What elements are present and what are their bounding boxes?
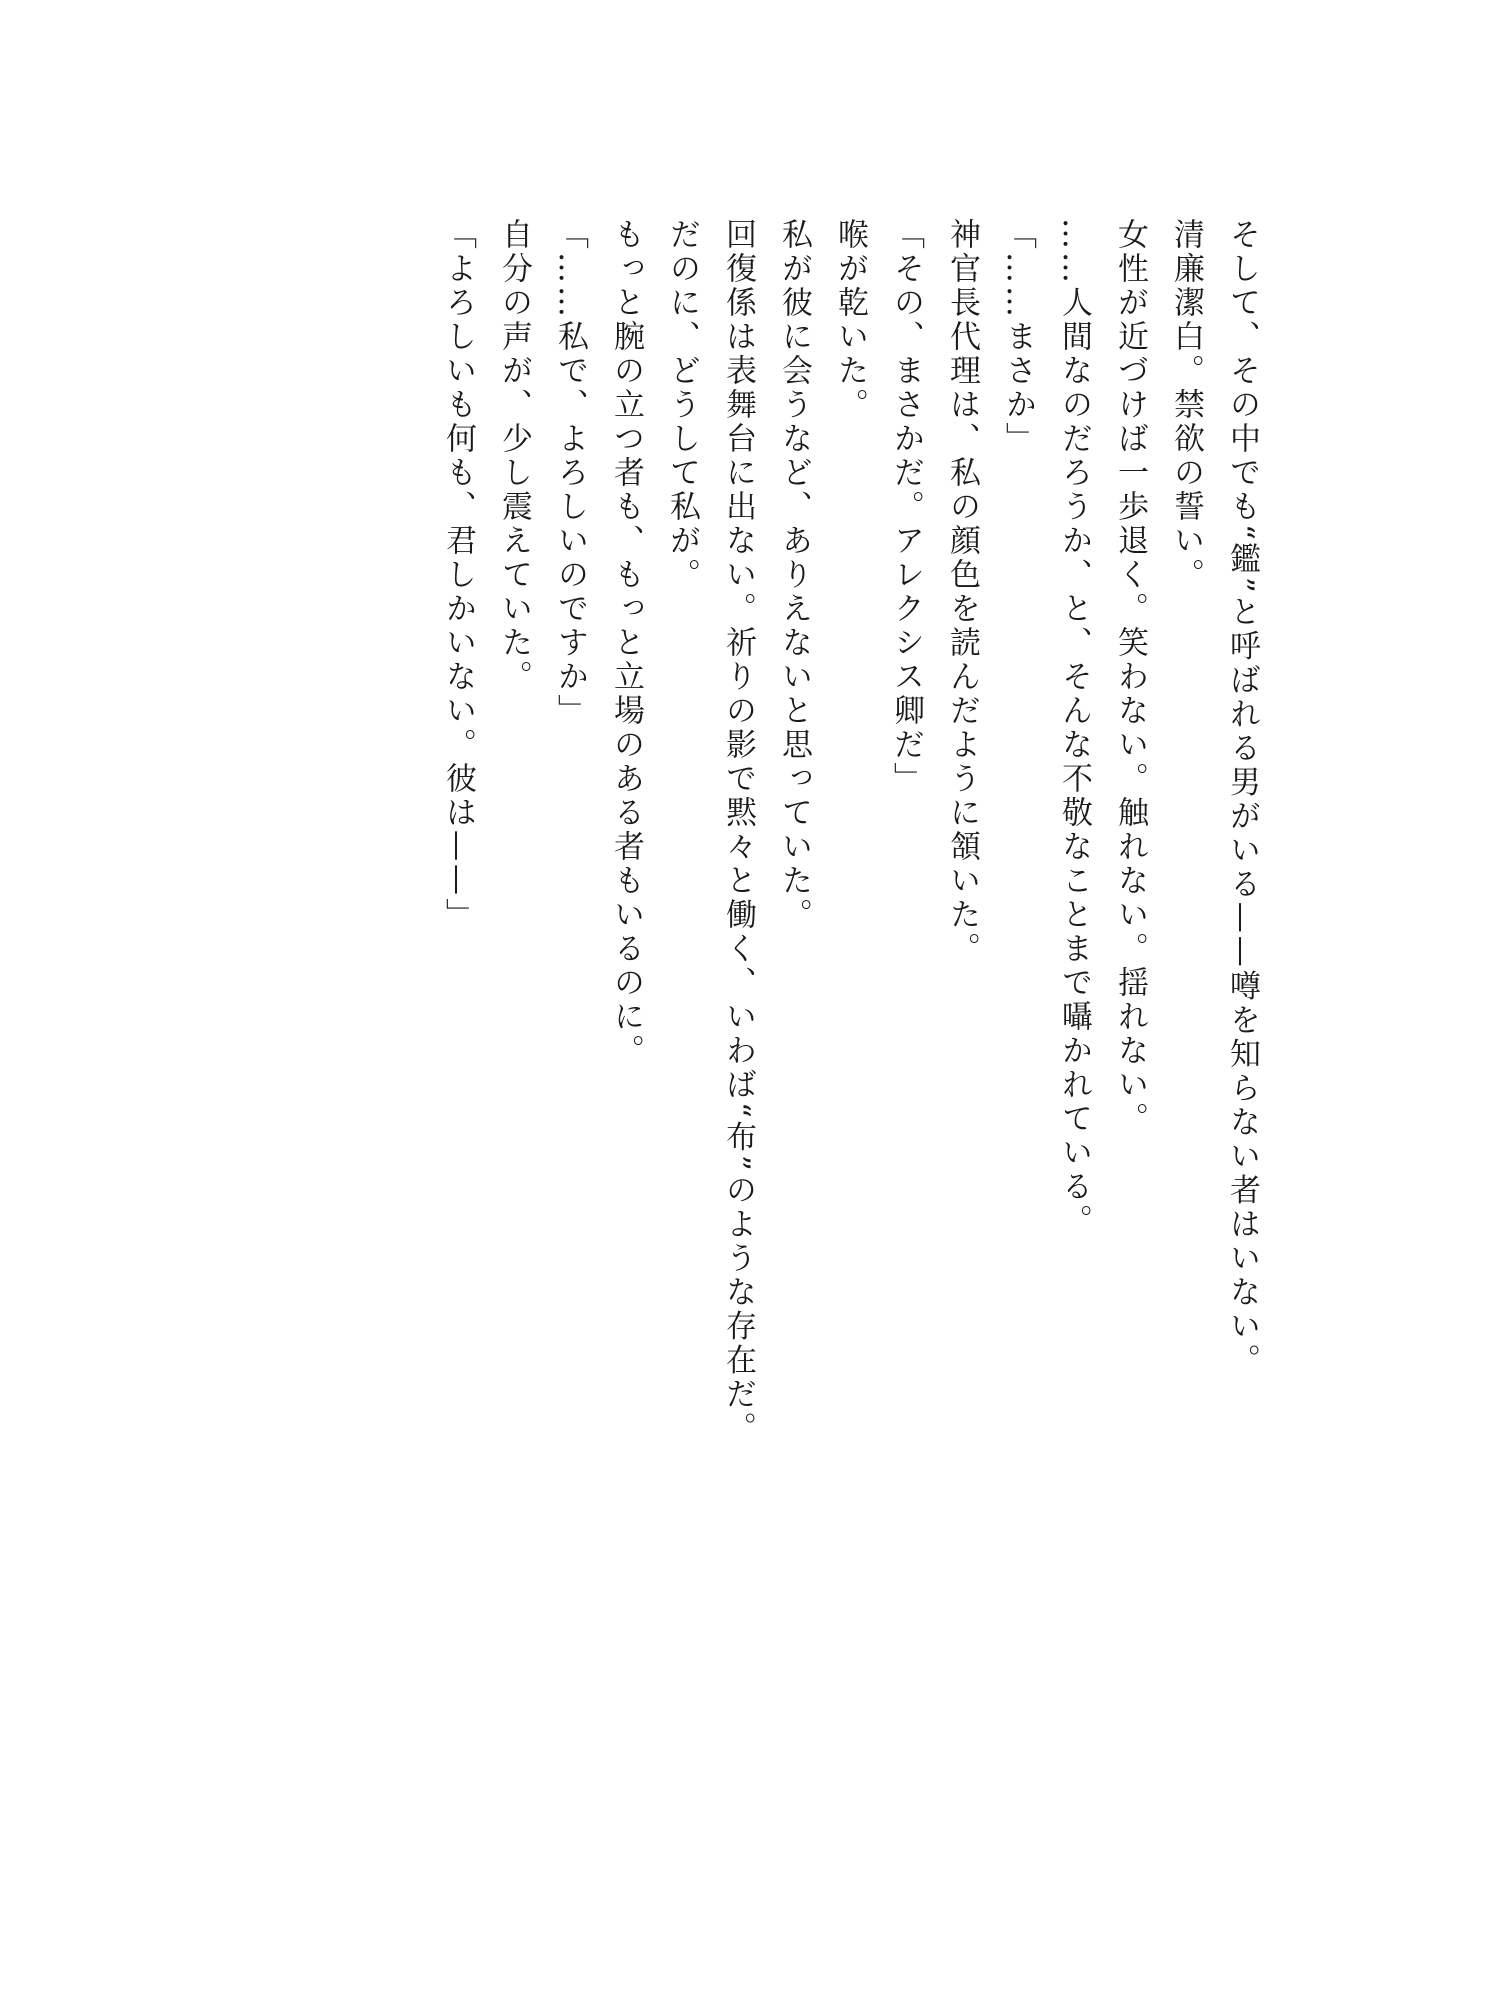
- text-line: 回復係は表舞台に出ない。祈りの影で黙々と働く、いわば“布”のような存在だ。: [720, 218, 756, 1446]
- text-line: だのに、どうして私が。: [664, 218, 700, 592]
- text-line: 喉が乾いた。: [832, 218, 868, 422]
- dialogue-line: 「……まさか」: [1000, 218, 1036, 456]
- text-line: 自分の声が、少し震えていた。: [496, 218, 532, 694]
- vertical-text-body: [430, 218, 1270, 1698]
- text-line: もっと腕の立つ者も、もっと立場のある者もいるのに。: [608, 218, 644, 1068]
- dialogue-line: 「……私で、よろしいのですか」: [552, 218, 588, 728]
- text-line: 清廉潔白。禁欲の誓い。: [1168, 218, 1204, 592]
- text-line: ……人間なのだろうか、と、そんな不敬なことまで囁かれている。: [1056, 218, 1092, 1238]
- dialogue-line: 「よろしいも何も、君しかいない。彼は——」: [440, 218, 476, 932]
- text-line: 私が彼に会うなど、ありえないと思っていた。: [776, 218, 812, 932]
- dialogue-line: 「その、まさかだ。アレクシス卿だ」: [888, 218, 924, 796]
- text-line: 女性が近づけば一歩退く。笑わない。触れない。揺れない。: [1112, 218, 1148, 1136]
- text-line: そして、その中でも“鑑”と呼ばれる男がいる——噂を知らない者はいない。: [1224, 218, 1260, 1378]
- text-line: 神官長代理は、私の顔色を読んだように頷いた。: [944, 218, 980, 966]
